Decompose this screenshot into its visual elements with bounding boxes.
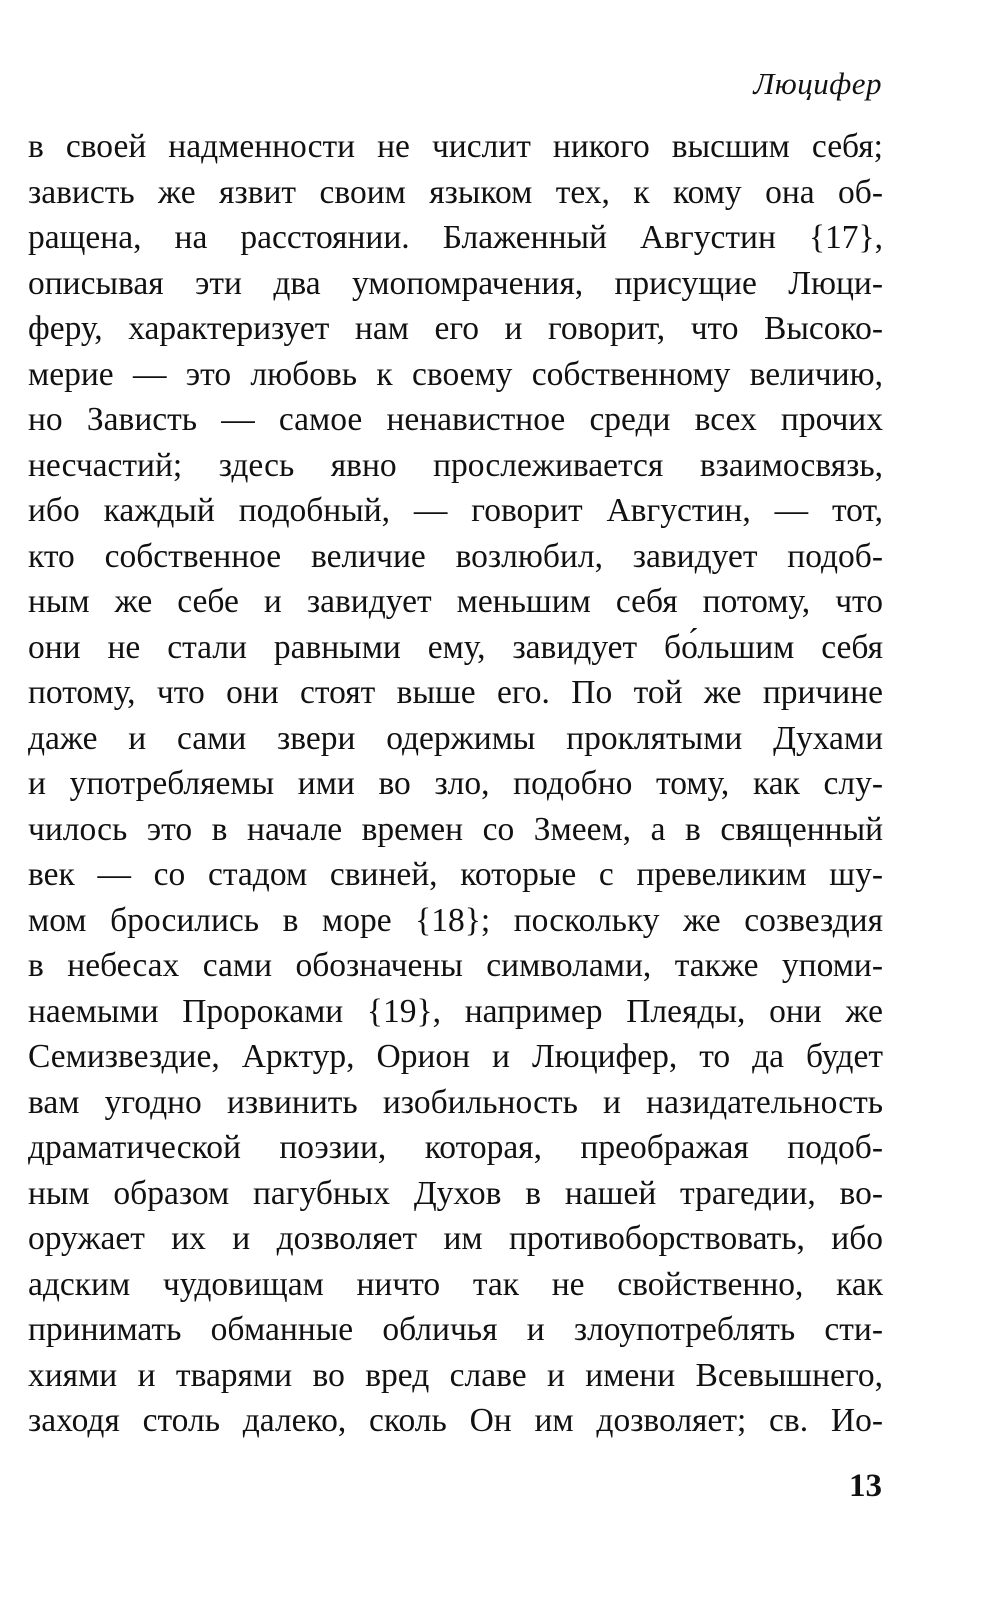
text-line: чилось это в начале времен со Змеем, а в священный [28,810,883,848]
text-line: в своей надменности не числит никого высшим себя; [28,128,883,165]
text-line: кто собственное величие возлюбил, завидует подоб- [28,537,883,575]
text-line: мом бросились в море {18}; поскольку же созвездия [28,901,883,939]
text-line: принимать обманные обличья и злоупотреблять сти- [28,1311,883,1348]
page-number: 13 [849,1468,882,1504]
text-line: ибо каждый подобный, — говорит Августин, — тот, [28,492,883,529]
text-line: Семизвездие, Арктур, Орион и Люцифер, то да будет [28,1038,883,1075]
running-title: Люцифер [753,66,882,101]
text-line: оружает их и дозволяет им противоборствовать, ибо [28,1220,883,1257]
text-line: ным образом пагубных Духов в нашей трагедии, во- [28,1174,883,1212]
text-line: ращена, на расстоянии. Блаженный Августин {17}, [28,219,883,256]
text-line: несчастий; здесь явно прослеживается взаимосвязь, [28,446,883,484]
text-line: в небесах сами обозначены символами, также упоми- [28,947,883,984]
text-line: даже и сами звери одержимы проклятыми Духами [28,719,883,757]
text-line: наемыми Пророками {19}, например Плеяды, они же [28,992,883,1030]
text-line: потому, что они стоят выше его. По той же причине [28,674,883,711]
text-line: мерие — это любовь к своему собственному величию, [28,355,883,393]
text-line: адским чудовищам ничто так не свойственно, как [28,1265,883,1303]
text-line: феру, характеризует нам его и говорит, что Высоко- [28,310,883,347]
text-line: ным же себе и завидует меньшим себя потому, что [28,583,883,620]
text-line: хиями и тварями во вред славе и имени Всевышнего, [28,1356,883,1394]
text-line: и употребляемы ими во зло, подобно тому, как слу- [28,765,883,802]
text-line: они не стали равными ему, завидует бо́льшим себя [28,628,883,666]
text-line: век — со стадом свиней, которые с превеликим шу- [28,856,883,893]
body-text [28,124,883,1444]
text-line: драматической поэзии, которая, преображая подоб- [28,1129,883,1166]
text-line: но Зависть — самое ненавистное среди всех прочих [28,401,883,438]
text-line: заходя столь далеко, сколь Он им дозволяет; св. Ио- [28,1402,883,1439]
text-line: зависть же язвит своим языком тех, к кому она об- [28,173,883,211]
text-line: вам угодно извинить изобильность и назидательность [28,1083,883,1121]
text-line: описывая эти два умопомрачения, присущие Люци- [28,264,883,302]
